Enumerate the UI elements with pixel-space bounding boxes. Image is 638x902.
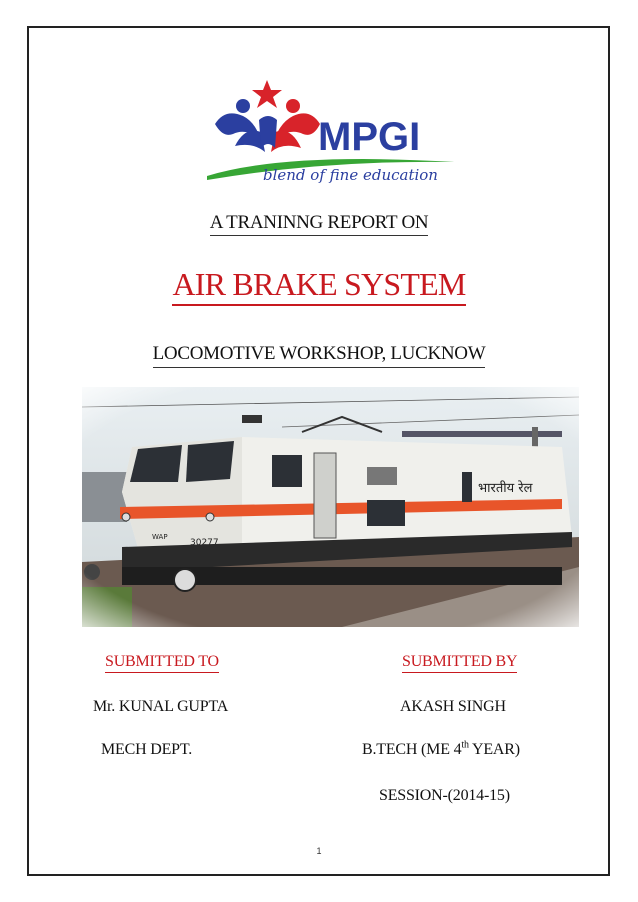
submitted-to-name: Mr. KUNAL GUPTA <box>93 698 229 715</box>
submitted-by-name: AKASH SINGH <box>400 698 506 715</box>
submitted-by-session: SESSION-(2014-15) <box>379 787 510 804</box>
svg-text:blend of fine education: blend of fine education <box>263 166 438 184</box>
locomotive-photo <box>82 387 579 627</box>
submitted-to-dept: MECH DEPT. <box>101 741 193 758</box>
submitted-by-course: B.TECH (ME 4th YEAR) <box>362 739 520 758</box>
svg-text:MPGI: MPGI <box>318 115 421 159</box>
submitted-by-heading: SUBMITTED BY <box>402 653 517 671</box>
star-icon <box>252 80 282 108</box>
report-title: AIR BRAKE SYSTEM <box>0 266 638 303</box>
page-number: 1 <box>316 846 322 856</box>
report-heading: A TRANINNG REPORT ON <box>0 212 638 234</box>
report-location: LOCOMOTIVE WORKSHOP, LUCKNOW <box>0 343 638 365</box>
mpgi-logo <box>205 76 465 188</box>
submitted-to-heading: SUBMITTED TO <box>105 653 219 671</box>
